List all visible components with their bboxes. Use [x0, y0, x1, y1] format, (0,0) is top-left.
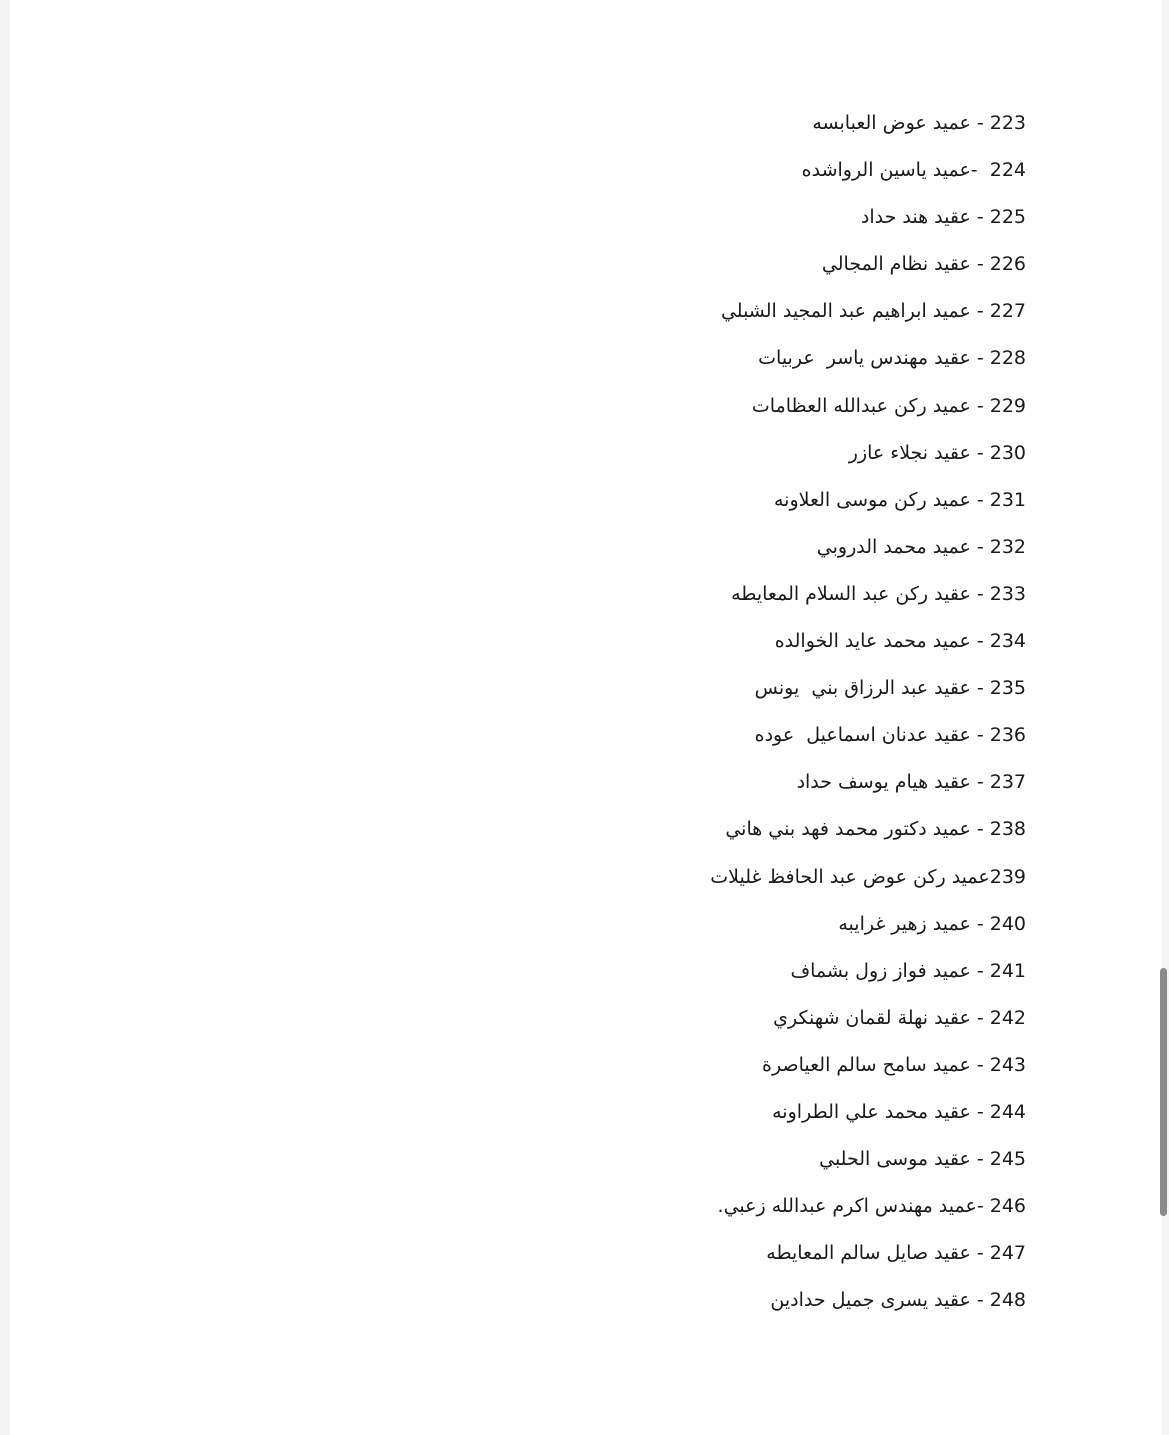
list-item-text: 245 - عقيد موسى الحلبي: [819, 1148, 1026, 1171]
list-item: [710, 1230, 1026, 1277]
list-item-text: 224 -عميد ياسين الرواشده: [801, 159, 1026, 182]
document-page: [10, 0, 1162, 1435]
list-item-text: 231 - عميد ركن موسى العلاونه: [773, 488, 1026, 511]
list-item-text: 239عميد ركن عوض عبد الحافظ غليلات: [710, 865, 1026, 888]
list-item-text: 243 - عميد سامح سالم العياصرة: [762, 1053, 1026, 1076]
list-item: [710, 901, 1026, 948]
list-item-text: 237 - عقيد هيام يوسف حداد: [796, 771, 1026, 794]
list-item-text: 238 - عميد دكتور محمد فهد بني هاني: [725, 818, 1026, 841]
list-item: [710, 194, 1026, 241]
list-item-text: 230 - عقيد نجلاء عازر: [848, 441, 1026, 464]
list-item: [710, 100, 1026, 147]
list-item: [710, 995, 1026, 1042]
list-item: [710, 759, 1026, 806]
list-item-text: 226 - عقيد نظام المجالي: [821, 253, 1026, 276]
vertical-scrollbar[interactable]: [1157, 0, 1169, 1435]
list-item: [710, 948, 1026, 995]
list-item: [710, 806, 1026, 853]
list-item-text: 248 - عقيد يسرى جميل حدادين: [770, 1289, 1026, 1312]
list-item: [710, 288, 1026, 335]
list-item: [710, 430, 1026, 477]
list-item-text: 234 - عميد محمد عايد الخوالده: [774, 630, 1026, 653]
list-item-text: 227 - عميد ابراهيم عبد المجيد الشبلي: [720, 300, 1026, 323]
list-item: [710, 1277, 1026, 1324]
list-item: [710, 147, 1026, 194]
list-item: [710, 1042, 1026, 1089]
list-item-text: 241 - عميد فواز زول بشماف: [790, 959, 1026, 982]
list-item-text: 242 - عقيد نهلة لقمان شهنكري: [773, 1006, 1026, 1029]
list-item-text: 236 - عقيد عدنان اسماعيل عوده: [754, 724, 1026, 747]
list-item-text: 225 - عقيد هند حداد: [860, 206, 1026, 229]
list-item: [710, 477, 1026, 524]
scrollbar-thumb[interactable]: [1160, 968, 1167, 1216]
list-item-text: 244 - عقيد محمد علي الطراونه: [772, 1100, 1026, 1123]
list-item: [710, 1089, 1026, 1136]
list-item: [710, 1136, 1026, 1183]
list-item: [710, 712, 1026, 759]
list-item-text: 232 - عميد محمد الدروبي: [816, 535, 1026, 558]
list-item-text: 233 - عقيد ركن عبد السلام المعايطه: [731, 582, 1026, 605]
list-item-text: 246 -عميد مهندس اكرم عبدالله زعبي.: [717, 1195, 1026, 1218]
list-item: [710, 665, 1026, 712]
list-item-text: 229 - عميد ركن عبدالله العظامات: [751, 394, 1026, 417]
list-item: [710, 1183, 1026, 1230]
list-item-text: 223 - عميد عوض العبابسه: [812, 112, 1026, 134]
list-item: [710, 618, 1026, 665]
list-item: [710, 335, 1026, 382]
list-item-text: 240 - عميد زهير غرايبه: [838, 912, 1026, 935]
list-item: [710, 571, 1026, 618]
list-item: [710, 241, 1026, 288]
list-item: [710, 854, 1026, 901]
list-item: [710, 524, 1026, 571]
list-item: [710, 383, 1026, 430]
list-item-text: 247 - عقيد صايل سالم المعايطه: [766, 1242, 1026, 1265]
list-item-text: 228 - عقيد مهندس ياسر عربيات: [758, 347, 1026, 370]
list-item-text: 235 - عقيد عبد الرزاق بني يونس: [754, 677, 1026, 700]
name-list: [710, 100, 1026, 1324]
